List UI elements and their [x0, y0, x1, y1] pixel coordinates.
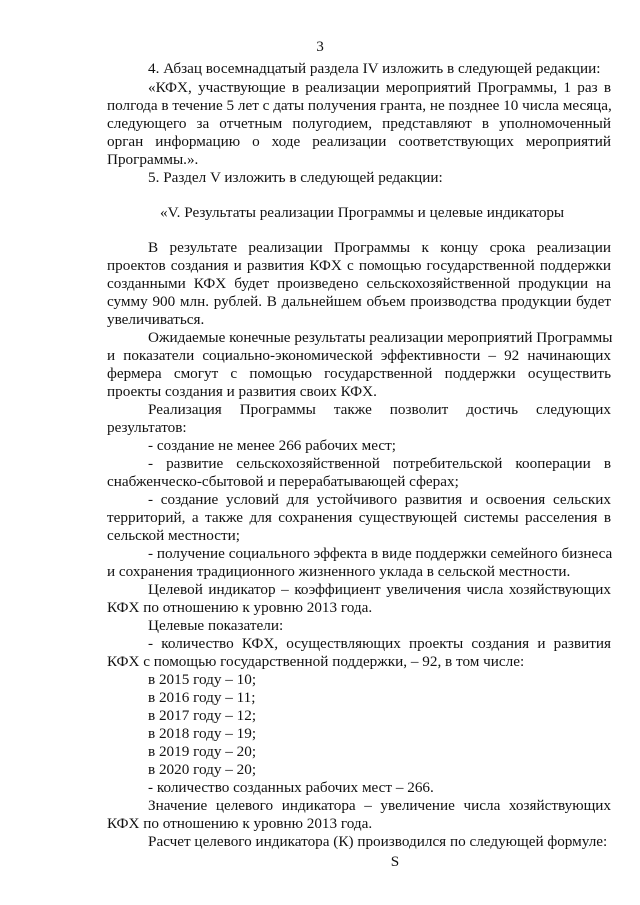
- page-number: 3: [316, 38, 324, 55]
- year-item: в 2018 году – 19;: [148, 725, 257, 742]
- paragraph-line: созданными КФХ будет произведено сельскохозяйственной продукции на: [107, 275, 611, 292]
- list-item: и сохранения традиционного жизненного уклада в сельской местности.: [107, 563, 571, 580]
- list-item: территорий, а также для сохранения существующей системы расселения в: [107, 509, 611, 526]
- paragraph-line: «КФХ, участвующие в реализации мероприятий Программы, 1 раз в: [148, 79, 611, 96]
- paragraph-line: Значение целевого индикатора – увеличение числа хозяйствующих: [148, 797, 611, 814]
- paragraph-line: Ожидаемые конечные результаты реализации мероприятий Программы: [148, 329, 613, 346]
- paragraph-line: проектов создания и развития КФХ с помощью государственной поддержки: [107, 257, 611, 274]
- list-item: - создание условий для устойчивого развития и освоения сельских: [148, 491, 611, 508]
- paragraph-line: КФХ по отношению к уровню 2013 года.: [107, 815, 373, 832]
- paragraph-line: полгода в течение 5 лет с даты получения гранта, не позднее 10 числа месяца,: [107, 97, 612, 114]
- paragraph-line: КФХ по отношению к уровню 2013 года.: [107, 599, 373, 616]
- paragraph-line: проекты создания и развития своих КФХ.: [107, 383, 377, 400]
- list-item: КФХ с помощью государственной поддержки, – 92, в том числе:: [107, 653, 525, 670]
- paragraph-line: Реализация Программы также позволит достичь следующих: [148, 401, 611, 418]
- formula-symbol: S: [390, 853, 400, 870]
- year-item: в 2020 году – 20;: [148, 761, 257, 778]
- list-item: - количество КФХ, осуществляющих проекты создания и развития: [148, 635, 611, 652]
- paragraph-line: следующего за отчетным полугодием, представляют в уполномоченный: [107, 115, 611, 132]
- list-item: - получение социального эффекта в виде поддержки семейного бизнеса: [148, 545, 613, 562]
- list-item: - развитие сельскохозяйственной потребительской кооперации в: [148, 455, 611, 472]
- paragraph-line: Расчет целевого индикатора (К) производился по следующей формуле:: [148, 833, 608, 850]
- paragraph-line: 4. Абзац восемнадцатый раздела IV изложить в следующей редакции:: [148, 60, 601, 77]
- section-heading: «V. Результаты реализации Программы и целевые индикаторы: [160, 204, 565, 221]
- list-item: снабженческо-сбытовой и перерабатывающей сферах;: [107, 473, 459, 490]
- paragraph-line: орган информацию о ходе реализации соответствующих мероприятий: [107, 133, 611, 150]
- list-item: - создание не менее 266 рабочих мест;: [148, 437, 396, 454]
- paragraph-line: 5. Раздел V изложить в следующей редакции:: [148, 169, 443, 186]
- list-item: сельской местности;: [107, 527, 240, 544]
- paragraph-line: Целевой индикатор – коэффициент увеличения числа хозяйствующих: [148, 581, 611, 598]
- paragraph-line: В результате реализации Программы к концу срока реализации: [148, 239, 611, 256]
- paragraph-line: фермера смогут с помощью государственной поддержки осуществить: [107, 365, 611, 382]
- paragraph-line: Целевые показатели:: [148, 617, 284, 634]
- year-item: в 2016 году – 11;: [148, 689, 256, 706]
- paragraph-line: увеличиваться.: [107, 311, 205, 328]
- year-item: в 2015 году – 10;: [148, 671, 257, 688]
- list-item: - количество созданных рабочих мест – 266.: [148, 779, 434, 796]
- paragraph-line: Программы.».: [107, 151, 199, 168]
- paragraph-line: и показатели социально-экономической эффективности – 92 начинающих: [107, 347, 611, 364]
- year-item: в 2017 году – 12;: [148, 707, 257, 724]
- paragraph-line: результатов:: [107, 419, 187, 436]
- paragraph-line: сумму 900 млн. рублей. В дальнейшем объем производства продукции будет: [107, 293, 611, 310]
- year-item: в 2019 году – 20;: [148, 743, 257, 760]
